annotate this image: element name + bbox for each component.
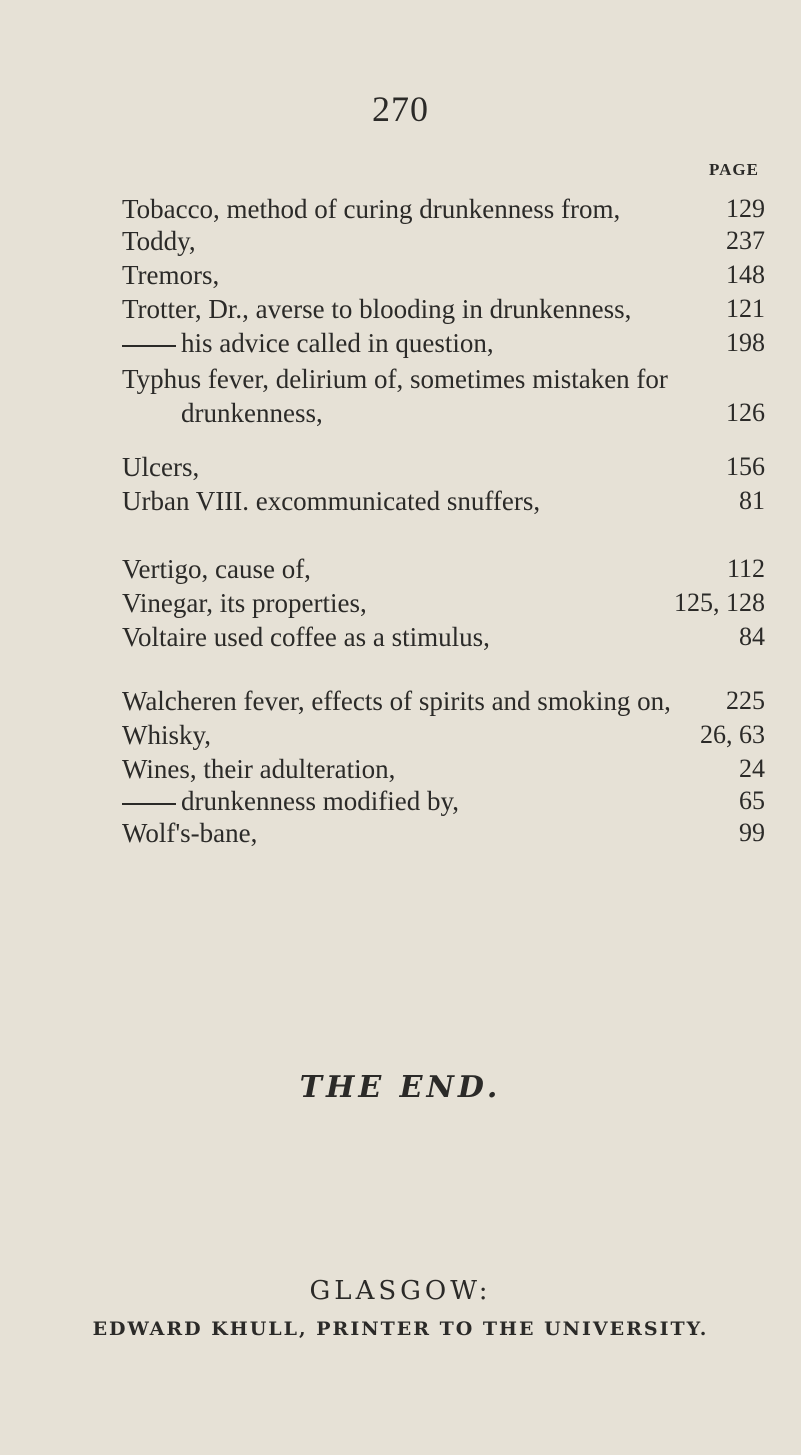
entry-label: Wines, their adulteration, <box>122 754 396 784</box>
page-number: 270 <box>372 89 429 129</box>
index-entry <box>0 226 801 262</box>
index-entry <box>0 486 801 522</box>
page-column-header: PAGE <box>709 160 759 179</box>
index-entry-continuation <box>0 398 801 434</box>
index-entry <box>0 364 801 400</box>
index-entry <box>0 260 801 296</box>
entry-page: 156 <box>726 452 765 481</box>
entry-label: Tremors, <box>122 260 220 290</box>
entry-page: 125, 128 <box>674 588 765 617</box>
entry-page: 84 <box>739 622 765 651</box>
index-entry <box>0 622 801 658</box>
entry-page: 99 <box>739 818 765 847</box>
ditto-dash <box>122 803 176 805</box>
entry-label: Toddy, <box>122 226 196 256</box>
entry-label: Urban VIII. excommunicated snuffers, <box>122 486 541 516</box>
imprint-city: GLASGOW: <box>309 1276 492 1306</box>
entry-label: his advice called in question, <box>181 328 494 358</box>
imprint-printer: EDWARD KHULL, PRINTER TO THE UNIVERSITY. <box>92 1318 709 1340</box>
the-end-heading: THE END. <box>299 1070 502 1105</box>
index-entry <box>0 194 801 230</box>
entry-page: 129 <box>726 194 765 223</box>
entry-page: 198 <box>726 328 765 357</box>
entry-page: 26, 63 <box>700 720 765 749</box>
ditto-dash <box>122 345 176 347</box>
entry-page: 24 <box>739 754 765 783</box>
index-entry <box>0 588 801 624</box>
index-entry <box>0 294 801 330</box>
entry-label: Vertigo, cause of, <box>122 554 311 584</box>
index-entry <box>0 720 801 756</box>
entry-page: 81 <box>739 486 765 515</box>
index-entry <box>0 818 801 854</box>
entry-label: Ulcers, <box>122 452 200 482</box>
entry-label: Walcheren fever, effects of spirits and smoking on, <box>122 686 671 716</box>
entry-label: drunkenness, <box>181 398 323 428</box>
index-entry <box>0 452 801 488</box>
entry-page: 126 <box>726 398 765 427</box>
entry-label: Typhus fever, delirium of, sometimes mistaken for <box>122 364 668 394</box>
entry-page: 148 <box>726 260 765 289</box>
entry-page: 225 <box>726 686 765 715</box>
entry-label: drunkenness modified by, <box>181 786 459 816</box>
entry-label: Voltaire used coffee as a stimulus, <box>122 622 490 652</box>
index-entry <box>0 686 801 722</box>
index-subentry <box>0 786 801 822</box>
entry-label: Trotter, Dr., averse to blooding in drunkenness, <box>122 294 632 324</box>
entry-page: 121 <box>726 294 765 323</box>
entry-page: 112 <box>726 554 765 583</box>
entry-label: Whisky, <box>122 720 211 750</box>
index-entry <box>0 554 801 590</box>
entry-label: Wolf's-bane, <box>122 818 258 848</box>
entry-label: Vinegar, its properties, <box>122 588 367 618</box>
index-subentry <box>0 328 801 364</box>
entry-label: Tobacco, method of curing drunkenness from, <box>122 194 621 224</box>
entry-page: 237 <box>726 226 765 255</box>
index-entry <box>0 754 801 790</box>
entry-page: 65 <box>739 786 765 815</box>
